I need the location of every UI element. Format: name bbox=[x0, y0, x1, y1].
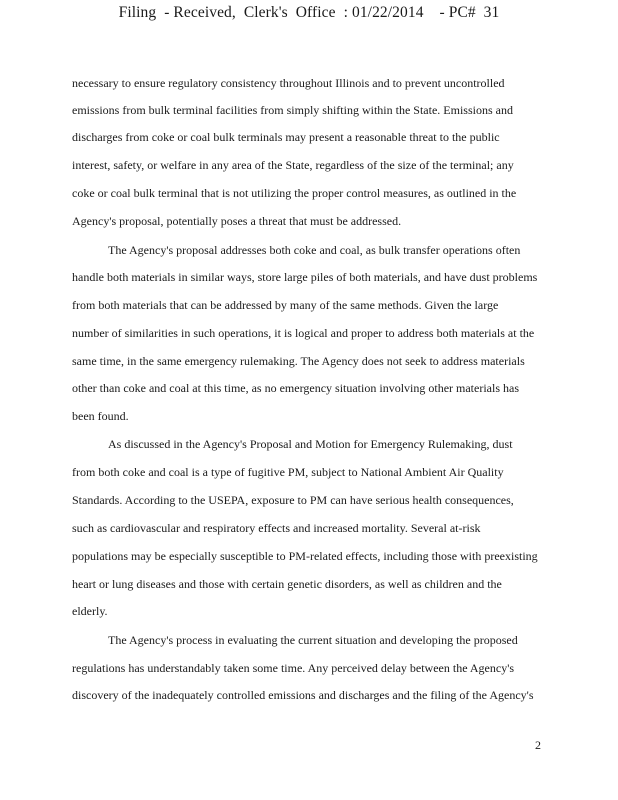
text-line: discovery of the inadequately controlled emissions and discharges and the filing of the Agency's bbox=[72, 688, 534, 702]
text-line: interest, safety, or welfare in any area of the State, regardless of the size of the terminal; any bbox=[72, 158, 514, 172]
text-line: regulations has understandably taken some time. Any perceived delay between the Agency's bbox=[72, 661, 515, 675]
text-line: same time, in the same emergency rulemaking. The Agency does not seek to address materials bbox=[72, 354, 525, 368]
text-line: from both materials that can be addressed by many of the same methods. Given the large bbox=[72, 298, 499, 312]
paragraph-first-line: The Agency's process in evaluating the current situation and developing the proposed bbox=[108, 633, 518, 647]
text-line: other than coke and coal at this time, as no emergency situation involving other materials has bbox=[72, 381, 519, 395]
text-line: handle both materials in similar ways, store large piles of both materials, and have dust problems bbox=[72, 270, 538, 284]
paragraph-first-line: As discussed in the Agency's Proposal and Motion for Emergency Rulemaking, dust bbox=[108, 437, 513, 451]
page-number: 2 bbox=[535, 738, 541, 752]
text-line: number of similarities in such operations, it is logical and proper to address both materials at the bbox=[72, 326, 535, 340]
text-line: Agency's proposal, potentially poses a threat that must be addressed. bbox=[72, 214, 402, 228]
text-line: discharges from coke or coal bulk terminals may present a reasonable threat to the public bbox=[72, 130, 500, 144]
filing-header: Filing - Received, Clerk's Office : 01/22/2014 - PC# 31 bbox=[118, 4, 500, 21]
text-line: elderly. bbox=[72, 604, 108, 618]
text-line: necessary to ensure regulatory consistency throughout Illinois and to prevent uncontrolled bbox=[72, 76, 505, 90]
text-line: heart or lung diseases and those with certain genetic disorders, as well as children and the bbox=[72, 577, 502, 591]
text-line: from both coke and coal is a type of fugitive PM, subject to National Ambient Air Quality bbox=[72, 465, 504, 479]
text-line: emissions from bulk terminal facilities from simply shifting within the State. Emissions and bbox=[72, 103, 513, 117]
text-line: such as cardiovascular and respiratory effects and increased mortality. Several at-risk bbox=[72, 521, 481, 535]
paragraph-first-line: The Agency's proposal addresses both coke and coal, as bulk transfer operations often bbox=[108, 243, 521, 257]
text-line: coke or coal bulk terminal that is not utilizing the proper control measures, as outlined in the bbox=[72, 186, 517, 200]
text-line: populations may be especially susceptible to PM-related effects, including those with preexisting bbox=[72, 549, 538, 563]
text-line: Standards. According to the USEPA, exposure to PM can have serious health consequences, bbox=[72, 493, 514, 507]
text-line: been found. bbox=[72, 409, 129, 423]
